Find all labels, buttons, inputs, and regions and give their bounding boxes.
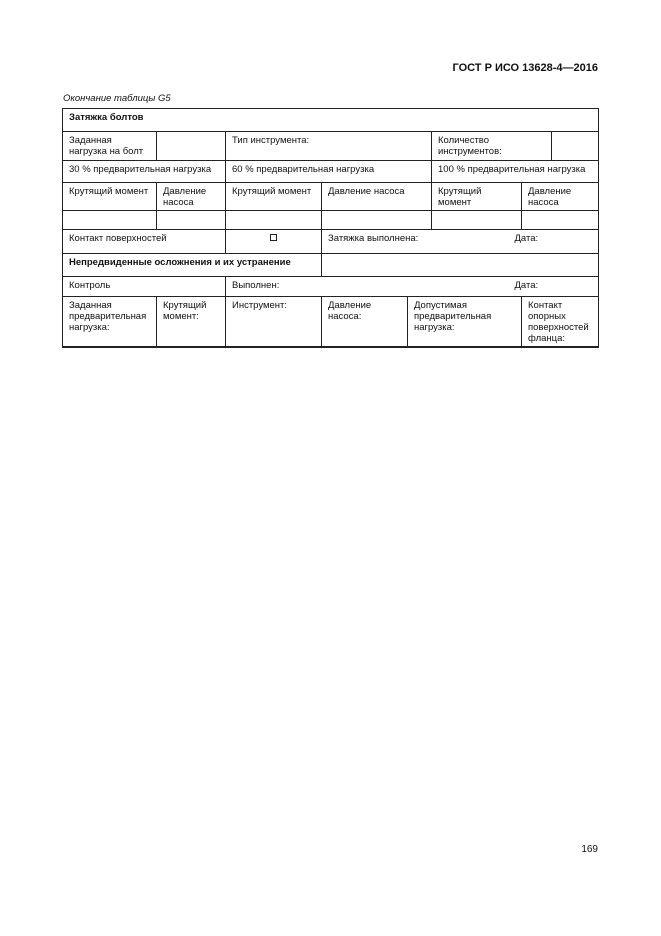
cell-pressure-60-value[interactable]: [322, 211, 432, 230]
cell-last-pressure: Давление насоса:: [322, 297, 408, 348]
cell-surface-contact-checkbox[interactable]: [226, 230, 322, 254]
cell-pressure-30-value[interactable]: [157, 211, 226, 230]
cell-tool-count-label: Количество инструментов:: [432, 132, 552, 161]
section-title-bolt-tightening: Затяжка болтов: [63, 109, 599, 132]
cell-torque-100: Крутящий момент: [432, 183, 522, 211]
cell-pressure-100: Давление насоса: [522, 183, 599, 211]
document-code: ГОСТ Р ИСО 13628-4—2016: [452, 62, 598, 74]
control-done-label: Выполнен:: [232, 280, 280, 291]
cell-pressure-100-value[interactable]: [522, 211, 599, 230]
cell-preload-30: 30 % предварительная нагрузка: [63, 161, 226, 183]
cell-preload-100: 100 % предварительная нагрузка: [432, 161, 599, 183]
cell-preload-60: 60 % предварительная нагрузка: [226, 161, 432, 183]
cell-torque-30: Крутящий момент: [63, 183, 157, 211]
cell-pressure-30: Давление насоса: [157, 183, 226, 211]
cell-allowed-preload: Допустимая предварительная нагрузка:: [408, 297, 522, 348]
cell-target-load-label: Заданная нагрузка на болт: [63, 132, 157, 161]
cell-complications-value[interactable]: [322, 254, 599, 277]
cell-tightening-done: [322, 230, 599, 254]
page-number: 169: [581, 844, 598, 855]
control-date-label: Дата:: [514, 280, 539, 291]
cell-target-load-value[interactable]: [157, 132, 226, 161]
cell-surface-contact-label: Контакт поверхностей: [63, 230, 226, 254]
cell-torque-60-value[interactable]: [226, 211, 322, 230]
table-caption: Окончание таблицы G5: [63, 93, 171, 104]
cell-target-preload: Заданная предварительная нагрузка:: [63, 297, 157, 348]
tightening-date-label: Дата:: [514, 233, 539, 244]
cell-torque-30-value[interactable]: [63, 211, 157, 230]
cell-pressure-60: Давление насоса: [322, 183, 432, 211]
cell-control-done: [226, 277, 599, 297]
section-title-complications: Непредвиденные осложнения и их устранение: [63, 254, 322, 277]
cell-torque-60: Крутящий момент: [226, 183, 322, 211]
checkbox-icon[interactable]: [270, 234, 277, 241]
bolt-tightening-table-grid: [62, 108, 599, 348]
cell-last-torque: Крутящий момент:: [157, 297, 226, 348]
cell-tool-count-value[interactable]: [552, 132, 599, 161]
cell-last-tool: Инструмент:: [226, 297, 322, 348]
cell-tool-type-label: Тип инструмента:: [226, 132, 432, 161]
tightening-done-label: Затяжка выполнена:: [328, 233, 419, 244]
cell-torque-100-value[interactable]: [432, 211, 522, 230]
cell-control-label: Контроль: [63, 277, 226, 297]
cell-flange-contact: Контакт опорных поверхностей фланца:: [522, 297, 599, 348]
